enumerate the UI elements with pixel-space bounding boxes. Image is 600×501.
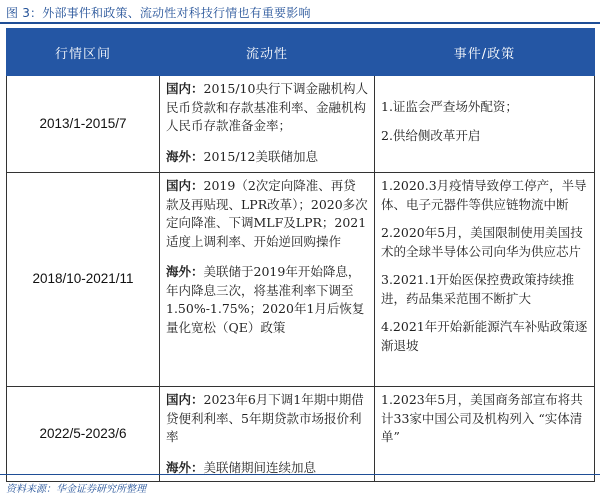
policy-table [6, 28, 595, 482]
source-note: 资料来源：华金证券研究所整理 [6, 484, 146, 495]
bottom-rule [0, 474, 600, 475]
liquidity-domestic: 国内：2019（2次定向降准、再贷款及再贴现、LPR改革）；2020多次定向降准、下调MLF及LPR；2021适度上调利率、开始逆回购操作 [166, 178, 368, 249]
liquidity-domestic: 国内：2023年6月下调1年期中期借贷便利利率、5年期贷款市场报价利率 [166, 392, 364, 444]
header-period: 行情区间 [7, 29, 160, 76]
liquidity-overseas: 海外：美联储期间连续加息 [166, 459, 317, 475]
table-row [7, 173, 595, 387]
liquidity-overseas: 海外：美联储于2019年开始降息，年内降息三次，将基准利率下调至1.50%-1.75%；2020年1月后恢复量化宽松（QE）政策 [166, 264, 365, 335]
events-cell [375, 76, 595, 173]
liquidity-cell [160, 173, 375, 387]
table-row [7, 387, 595, 482]
header-liquidity: 流动性 [160, 29, 375, 76]
title-rule [0, 22, 600, 24]
period-cell: 2013/1-2015/7 [7, 76, 160, 173]
events-cell [375, 387, 595, 482]
table-row [7, 76, 595, 173]
events-cell [375, 173, 595, 387]
event-item: 1.2020.3月疫情导致停工停产，半导体、电子元器件等供应链物流中断 [381, 178, 587, 212]
liquidity-cell [160, 387, 375, 482]
event-item: 3.2021.1开始医保控费政策持续推进，药品集采范围不断扩大 [381, 272, 575, 306]
event-item: 2.2020年5月，美国限制使用美国技术的全球半导体公司向华为供应芯片 [381, 225, 583, 259]
liquidity-domestic: 国内：2015/10央行下调金融机构人民币贷款和存款基准利率、金融机构人民币存款准备金率； [166, 81, 368, 133]
period-cell: 2018/10-2021/11 [7, 173, 160, 387]
liquidity-cell [160, 76, 375, 173]
header-events: 事件/政策 [375, 29, 595, 76]
table-header-row [7, 29, 595, 76]
liquidity-overseas: 海外：2015/12美联储加息 [166, 148, 318, 164]
event-item: 1.2023年5月，美国商务部宣布将共计33家中国公司及机构列入 “实体清单” [381, 392, 583, 444]
period-cell: 2022/5-2023/6 [7, 387, 160, 482]
event-item: 4.2021年开始新能源汽车补贴政策逐渐退坡 [381, 319, 588, 353]
figure-title: 图 3：外部事件和政策、流动性对科技行情也有重要影响 [6, 6, 311, 20]
event-item: 2.供给侧改革开启 [381, 127, 481, 143]
event-item: 1.证监会严查场外配资； [381, 99, 518, 114]
